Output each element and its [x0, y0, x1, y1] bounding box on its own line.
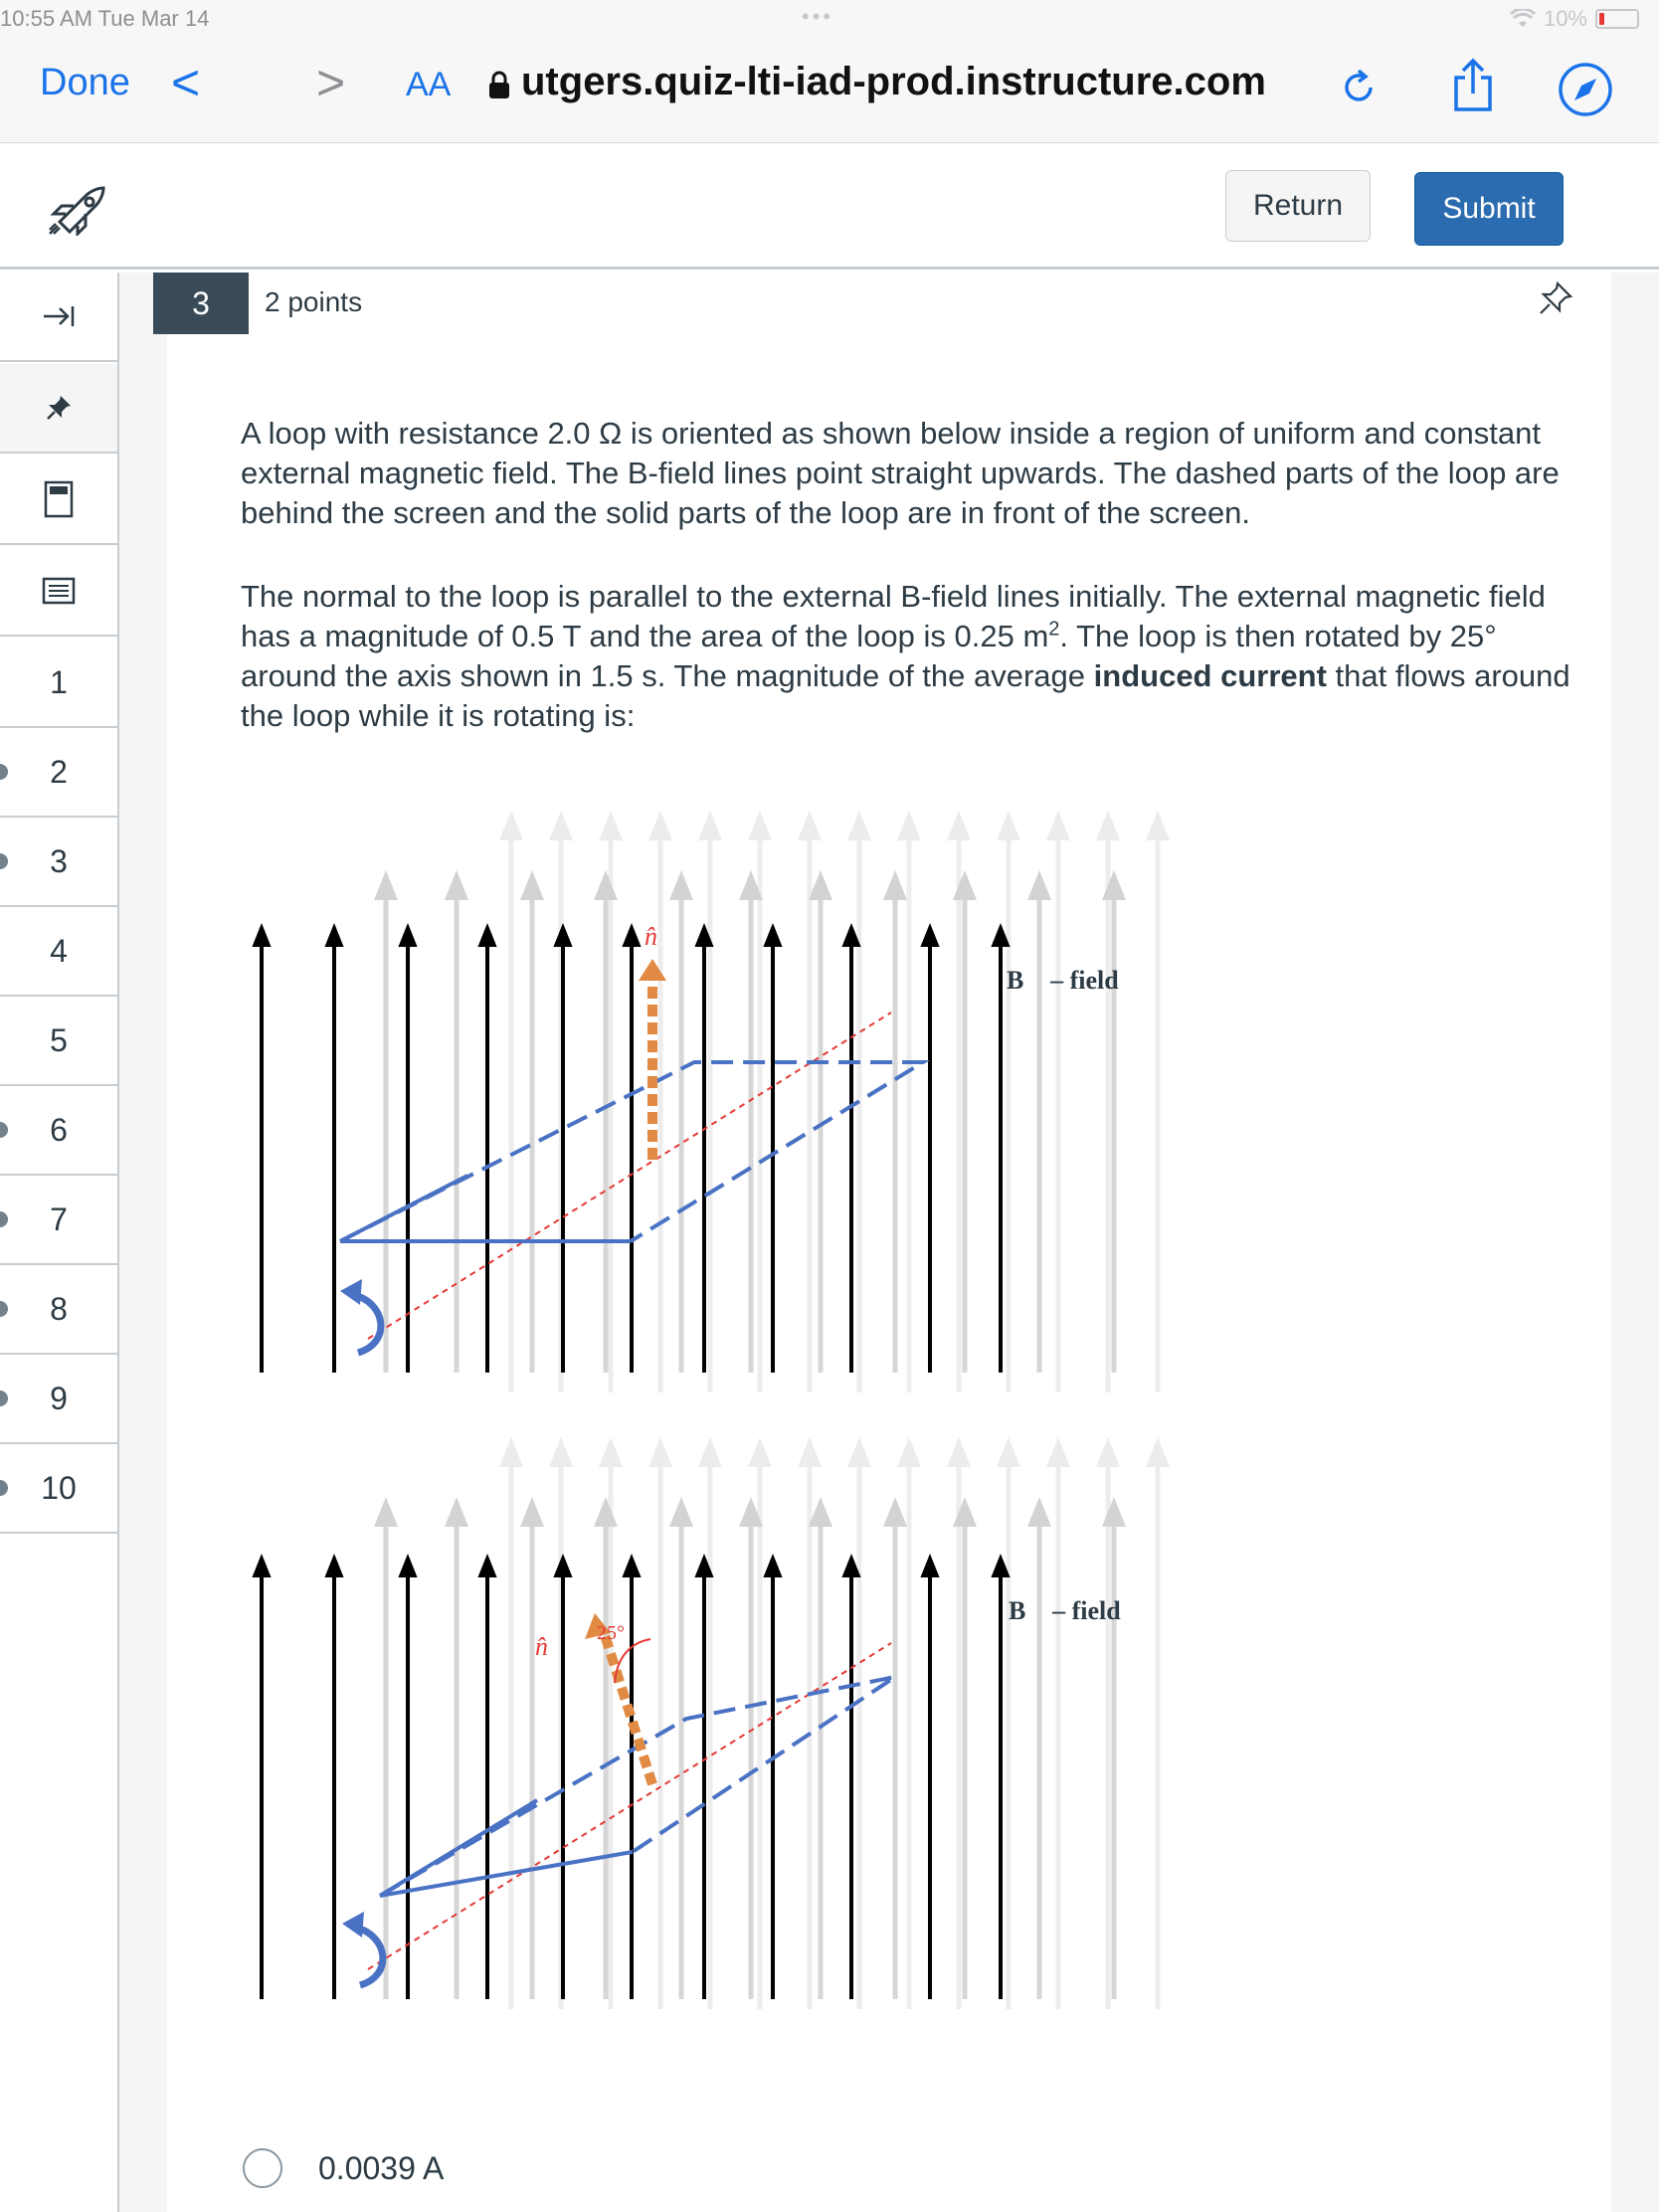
pin-question-icon[interactable]	[1538, 280, 1573, 316]
normal-label: n̂	[645, 922, 657, 951]
pin-icon	[45, 394, 73, 422]
answered-marker	[0, 1390, 8, 1406]
normal-label-rotated: n̂	[535, 1632, 548, 1661]
status-time: 10:55 AM Tue Mar 14	[0, 6, 210, 31]
field-label-rotated: B⃗ – field	[1009, 1596, 1121, 1625]
notes-icon	[42, 577, 76, 605]
compass-icon[interactable]	[1558, 62, 1613, 117]
diagram-rotated	[262, 1452, 1158, 2009]
status-bar	[0, 0, 1659, 40]
question-nav-label: 2	[50, 753, 68, 790]
question-nav-2[interactable]	[0, 728, 117, 818]
address-field[interactable]: utgers.quiz-lti-iad-prod.instructure.com	[521, 60, 1266, 103]
reload-icon[interactable]	[1337, 66, 1381, 109]
question-nav-label: 10	[41, 1469, 77, 1506]
angle-label: 25°	[597, 1622, 625, 1644]
answered-marker	[0, 1211, 8, 1227]
done-button[interactable]: Done	[40, 62, 130, 103]
question-nav-1[interactable]	[0, 639, 117, 728]
question-nav-label: 6	[50, 1111, 68, 1148]
diagram-initial	[262, 826, 1158, 1392]
battery-percent: 10%	[1543, 6, 1587, 31]
answer-radio[interactable]	[243, 2148, 282, 2188]
question-paragraph-2: The normal to the loop is parallel to the external B-field lines initially. The external magnetic field has a magnitude of 0.5 T and the area of the loop is 0.25 $m^2$. The loop is then rotated by 25° around the axis shown in 1.5 s. The magnitude of the average induced current that flows around the loop while it is rotating is:	[241, 579, 1570, 733]
question-nav-8[interactable]	[0, 1265, 117, 1355]
question-nav-label: 9	[50, 1380, 68, 1416]
forward-button[interactable]: >	[316, 55, 346, 110]
question-nav-6[interactable]	[0, 1086, 117, 1176]
answered-marker	[0, 853, 8, 869]
question-nav-3[interactable]	[0, 818, 117, 907]
question-nav-label: 8	[50, 1290, 68, 1327]
pinned-questions-button[interactable]	[0, 364, 117, 454]
field-label: B⃗ – field	[1007, 966, 1119, 995]
browser-toolbar	[0, 40, 1659, 143]
rocket-icon	[46, 184, 107, 236]
answer-option[interactable]	[243, 2148, 444, 2188]
loop-diagram	[119, 796, 1659, 2119]
question-nav-10[interactable]	[0, 1444, 117, 1534]
question-nav-5[interactable]	[0, 997, 117, 1086]
multitask-dots[interactable]: •••	[802, 4, 834, 29]
arrow-to-right-icon	[42, 304, 76, 328]
text-size-button[interactable]: AA	[406, 66, 452, 103]
calculator-icon	[44, 480, 74, 518]
question-navigator	[0, 273, 119, 2212]
question-nav-label: 7	[50, 1200, 68, 1237]
submit-button[interactable]: Submit	[1414, 172, 1564, 246]
lock-icon	[487, 70, 511, 99]
question-nav-label: 1	[50, 663, 68, 700]
share-icon[interactable]	[1448, 58, 1498, 113]
quiz-header	[0, 144, 1659, 270]
expand-sidebar-button[interactable]	[0, 273, 117, 362]
back-button[interactable]: <	[171, 55, 201, 110]
question-nav-label: 4	[50, 932, 68, 969]
answered-marker	[0, 1122, 8, 1138]
wifi-icon	[1510, 9, 1536, 29]
question-nav-4[interactable]	[0, 907, 117, 997]
answered-marker	[0, 764, 8, 780]
calculator-button[interactable]	[0, 456, 117, 545]
question-points: 2 points	[265, 286, 363, 317]
question-nav-7[interactable]	[0, 1176, 117, 1265]
question-nav-label: 5	[50, 1021, 68, 1058]
question-nav-label: 3	[50, 842, 68, 879]
answered-marker	[0, 1480, 8, 1496]
answered-marker	[0, 1301, 8, 1317]
question-nav-9[interactable]	[0, 1355, 117, 1444]
battery-icon	[1595, 9, 1639, 29]
battery-indicator	[1510, 6, 1639, 32]
question-paragraph-1: A loop with resistance 2.0 Ω is oriented as shown below inside a region of uniform and constant external magnetic field. The B-field lines point straight upwards. The dashed parts of the loop are behind the screen and the solid parts of the loop are in front of the screen.	[241, 416, 1560, 530]
question-text	[241, 414, 1573, 780]
question-number: 3	[153, 273, 249, 334]
notes-button[interactable]	[0, 547, 117, 637]
answer-label: 0.0039 A	[318, 2149, 445, 2186]
return-button[interactable]: Return	[1225, 170, 1371, 242]
